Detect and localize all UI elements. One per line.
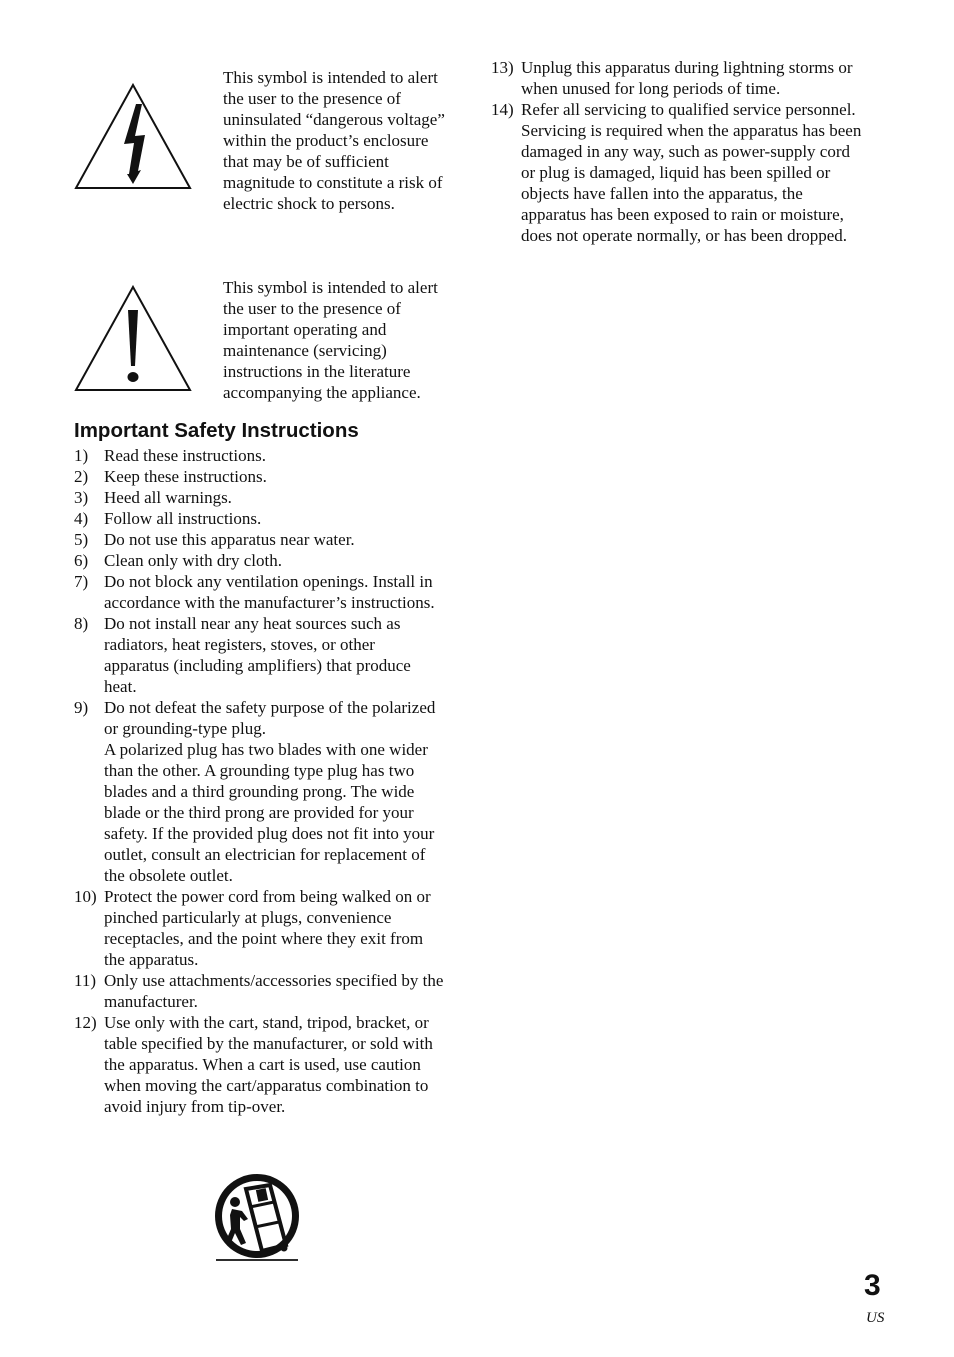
- list-item: 13) Unplug this apparatus during lightning storms or when unused for long periods of time.: [491, 58, 853, 98]
- electric-shock-warning-icon: [74, 82, 194, 192]
- list-item: 8) Do not install near any heat sources such as radiators, heat registers, stoves, or other apparatus (including amplifiers) that produce heat.: [74, 614, 411, 696]
- shock-symbol-description: This symbol is intended to alert the user to the presence of uninsulated “dangerous voltage” within the product’s enclosure that may be of sufficient magnitude to constitute a risk of electric shock to persons.: [223, 68, 445, 213]
- list-item: 5) Do not use this apparatus near water.: [74, 530, 355, 549]
- cart-tip-over-warning-icon: [210, 1171, 306, 1265]
- list-item: 10) Protect the power cord from being walked on or pinched particularly at plugs, convenience receptacles, and the point where they exit from the apparatus.: [74, 887, 431, 969]
- list-item: 1) Read these instructions.: [74, 446, 266, 465]
- list-item: 12) Use only with the cart, stand, tripod, bracket, or table specified by the manufacturer, or sold with the apparatus. When a cart is used, use caution when moving the cart/apparatus combination to avoid injury from tip-over.: [74, 1013, 433, 1116]
- list-item: 14) Refer all servicing to qualified service personnel. Servicing is required when the apparatus has been damaged in any way, such as power-supply cord or plug is damaged, liquid has been spilled or objects have fallen into the apparatus, the apparatus has been exposed to rain or moisture, does not operate normally, or has been dropped.: [491, 100, 862, 245]
- caution-exclamation-icon: [74, 284, 194, 394]
- list-item: 3) Heed all warnings.: [74, 488, 232, 507]
- list-item: 6) Clean only with dry cloth.: [74, 551, 283, 570]
- page-number: 3: [864, 1269, 881, 1302]
- section-heading: Important Safety Instructions: [74, 419, 359, 442]
- list-item: 11) Only use attachments/accessories specified by the manufacturer.: [74, 971, 444, 1011]
- list-item: 9) Do not defeat the safety purpose of the polarized or grounding-type plug. A polarized plug has two blades with one wider than the other. A grounding type plug has two blades and a third grounding prong. The wide blade or the third prong are provided for your safety. If the provided plug does not fit into your outlet, consult an electrician for replacement of the obsolete outlet.: [74, 698, 436, 885]
- region-code: US: [866, 1310, 885, 1326]
- list-item: 2) Keep these instructions.: [74, 467, 267, 486]
- instruction-list-right: [491, 57, 866, 246]
- instruction-list-left: [74, 445, 444, 1117]
- caution-symbol-description: This symbol is intended to alert the user to the presence of important operating and maintenance (servicing) instructions in the literature accompanying the appliance.: [223, 278, 438, 402]
- list-item: 7) Do not block any ventilation openings. Install in accordance with the manufacturer’s instructions.: [74, 572, 435, 612]
- list-item: 4) Follow all instructions.: [74, 509, 262, 528]
